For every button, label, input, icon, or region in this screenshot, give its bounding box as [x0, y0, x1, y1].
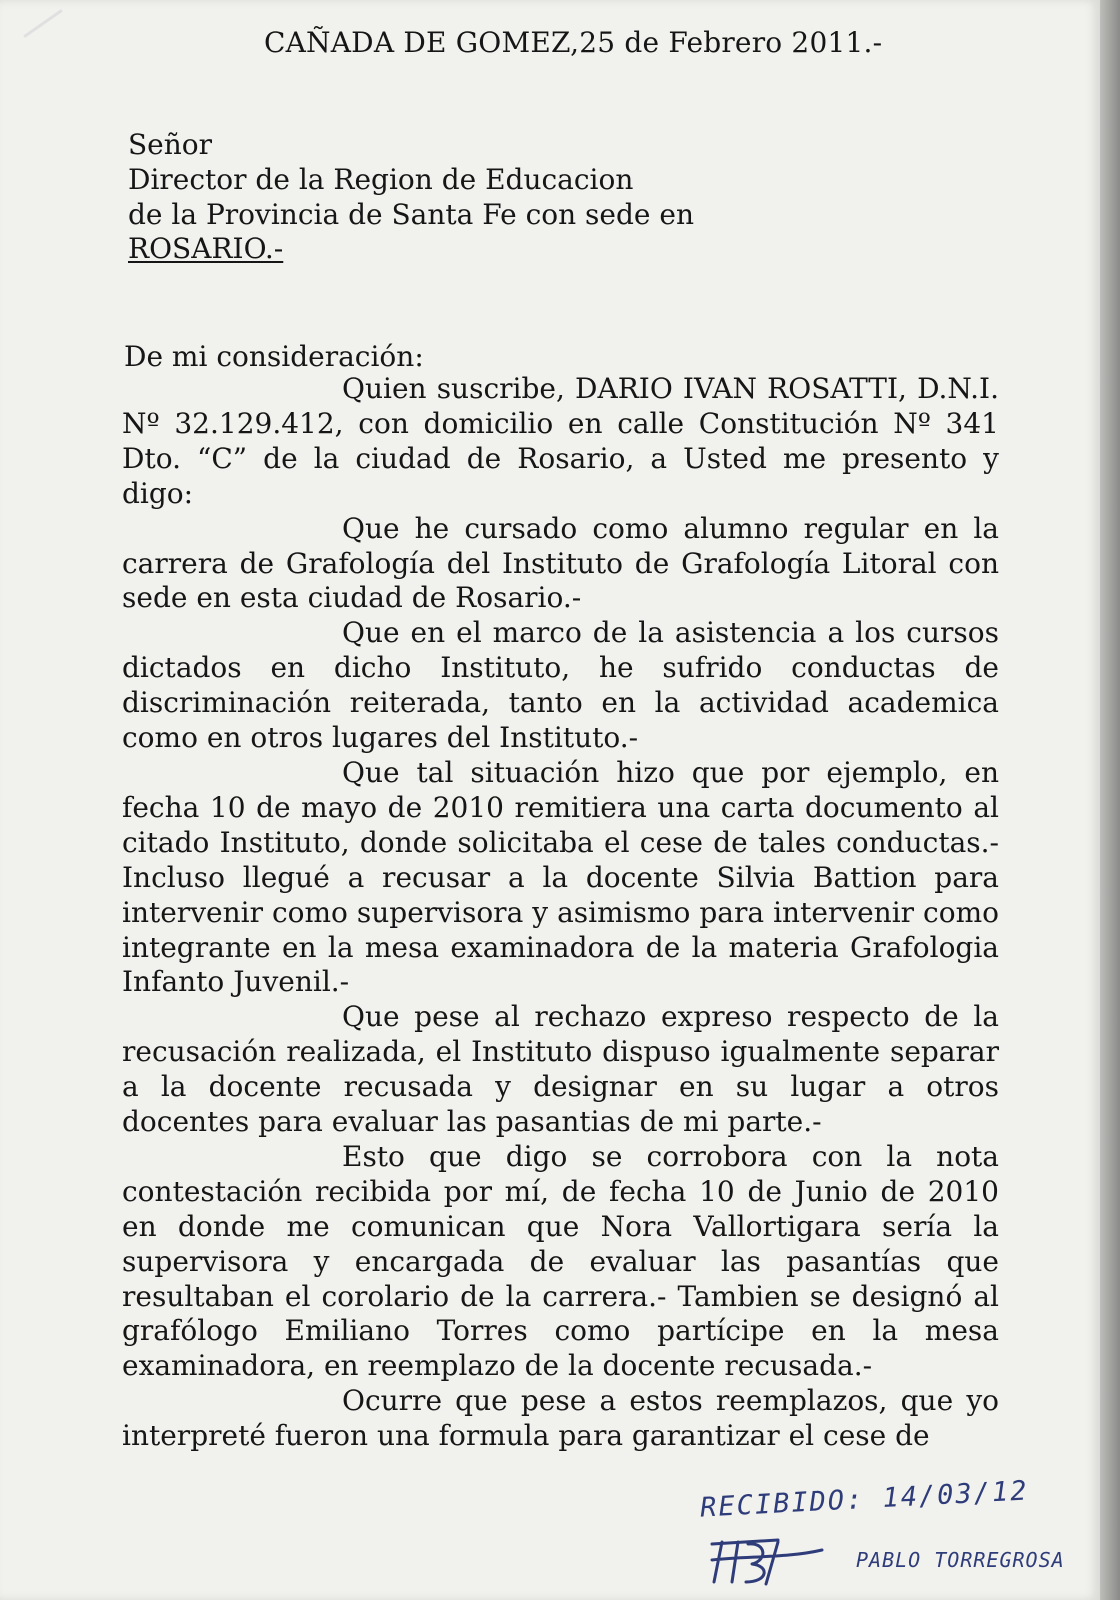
- paragraph-enrollment: Que he cursado como alumno regular en la carrera de Grafología del Instituto de Grafología Litoral con sede en esta ciudad de Rosario.-: [122, 511, 999, 615]
- recipient-title: Director de la Region de Educacion: [128, 163, 634, 196]
- paragraph-discrimination: Que en el marco de la asistencia a los cursos dictados en dicho Instituto, he sufrido conductas de discriminación reiterada, tanto en la actividad academica como en otros lugares del Instituto.-: [122, 616, 999, 755]
- date-line: CAÑADA DE GOMEZ,25 de Febrero 2011.-: [264, 26, 883, 59]
- page-edge: [1100, 0, 1120, 1600]
- handwritten-signature-icon: [708, 1530, 828, 1590]
- received-stamp: RECIBIDO: 14/03/12: [699, 1475, 1030, 1524]
- paragraph-recusation: Que pese al rechazo expreso respecto de la recusación realizada, el Instituto dispuso igualmente separar a la docente recusada y designar en su lugar a otros docentes para evaluar las pasantias de mi parte.-: [122, 1000, 999, 1139]
- recipient-city: ROSARIO.-: [128, 232, 284, 265]
- paragraph-introduction: Quien suscribe, DARIO IVAN ROSATTI, D.N.I. Nº 32.129.412, con domicilio en calle Constitución Nº 341 Dto. “C” de la ciudad de Rosario, a Usted me presento y digo:: [122, 372, 999, 510]
- staple-mark: [23, 9, 62, 38]
- recipient-salutation: Señor: [128, 128, 213, 161]
- greeting: De mi consideración:: [124, 340, 424, 373]
- receiver-name: PABLO TORREGROSA: [856, 1548, 1065, 1572]
- paragraph-corroboration: Esto que digo se corrobora con la nota contestación recibida por mí, de fecha 10 de Junio de 2010 en donde me comunican que Nora Vallortigara sería la supervisora y encargada de evaluar las pasantías que resultaban el corolario de la carrera.- Tambien se designó al grafólogo Emiliano Torres como partícipe en la mesa examinadora, en reemplazo de la docente recusada.-: [122, 1139, 999, 1383]
- paragraph-replacements: Ocurre que pese a estos reemplazos, que yo interpreté fueron una formula para garantizar el cese de: [122, 1384, 999, 1453]
- recipient-institution: de la Provincia de Santa Fe con sede en: [128, 198, 694, 231]
- paragraph-carta-documento: Que tal situación hizo que por ejemplo, en fecha 10 de mayo de 2010 remitiera una carta documento al citado Instituto, donde solicitaba el cese de tales conductas.- Incluso llegué a recusar a la docente Silvia Battion para intervenir como supervisora y asimismo para intervenir como integrante en la mesa examinadora de la materia Grafologia Infanto Juvenil.-: [122, 755, 999, 999]
- letter-body: [122, 372, 999, 1454]
